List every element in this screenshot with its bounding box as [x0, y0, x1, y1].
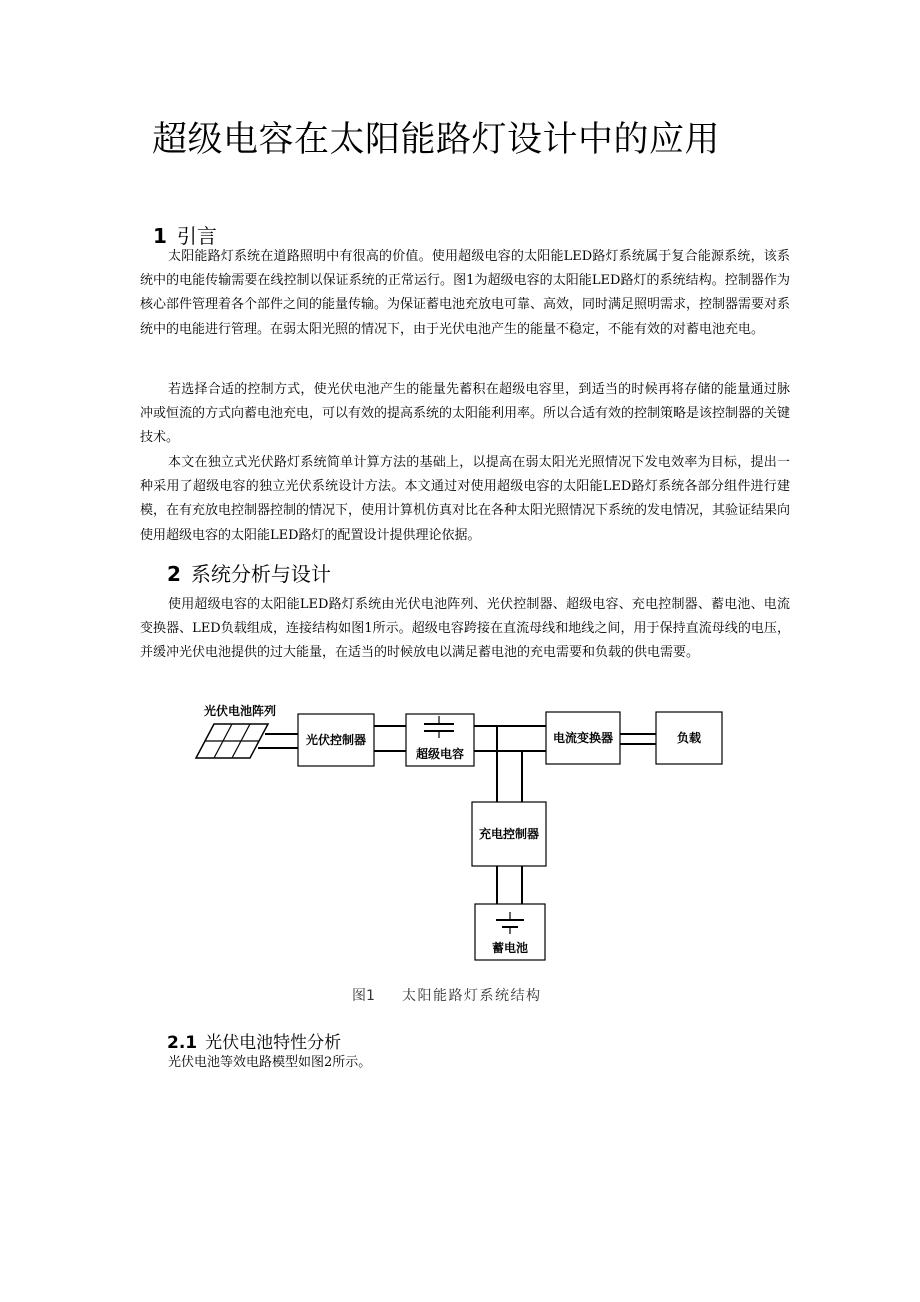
charge-controller-label: 充电控制器 [478, 827, 540, 841]
load-label: 负载 [676, 731, 702, 745]
paragraph: 若选择合适的控制方式，使光伏电池产生的能量先蓄积在超级电容里，到适当的时候再将存储的能量通过脉冲或恒流的方式向蓄电池充电，可以有效的提高系统的太阳能利用率。所以合适有效的控制策略是该控制器的关键技术。 [140, 382, 791, 446]
paragraph: 太阳能路灯系统在道路照明中有很高的价值。使用超级电容的太阳能LED路灯系统属于复合能源系统，该系统中的电能传输需要在线控制以保证系统的正常运行。图1为超级电容的太阳能LED路灯的系统结构。控制器作为核心部件管理着各个部件之间的能量传输。为保证蓄电池充放电可靠、高效，同时满足照明需求，控制器需要对系统中的电能进行管理。在弱太阳光照的情况下，由于光伏电池产生的能量不稳定，不能有效的对蓄电池充电。 [140, 249, 791, 337]
section-title: 光伏电池特性分析 [205, 1033, 342, 1053]
pv-controller-label: 光伏控制器 [305, 733, 367, 747]
section-title: 系统分析与设计 [190, 562, 331, 586]
section-number: 1 [153, 224, 167, 248]
figure-1-diagram [0, 696, 920, 1016]
figure-caption-text: 太阳能路灯系统结构 [402, 988, 542, 1004]
section-heading-2-1 [167, 1028, 341, 1053]
paragraph: 光伏电池等效电路模型如图2所示。 [168, 1055, 372, 1070]
section-title: 引言 [176, 224, 217, 248]
document-title: 超级电容在太阳能路灯设计中的应用 [152, 120, 721, 160]
paragraph: 本文在独立式光伏路灯系统简单计算方法的基础上，以提高在弱太阳光光照情况下发电效率为目标，提出一种采用了超级电容的独立光伏系统设计方法。本文通过对使用超级电容的太阳能LED路灯系统各部分组件进行建模，在有充放电控制器控制的情况下，使用计算机仿真对比在各种太阳光照情况下系统的发电情况，其验证结果向使用超级电容的太阳能LED路灯的配置设计提供理论依据。 [140, 455, 791, 543]
paragraph: 使用超级电容的太阳能LED路灯系统由光伏电池阵列、光伏控制器、超级电容、充电控制器、蓄电池、电流变换器、LED负载组成，连接结构如图1所示。超级电容跨接在直流母线和地线之间，用于保持直流母线的电压，并缓冲光伏电池提供的过大能量，在适当的时候放电以满足蓄电池的充电需要和负载的供电需要。 [140, 597, 790, 661]
supercap-label: 超级电容 [415, 747, 465, 761]
pv-array-label: 光伏电池阵列 [204, 704, 277, 718]
figure-caption-number: 图1 [352, 988, 375, 1004]
battery-label: 蓄电池 [491, 941, 529, 955]
section-number: 2.1 [167, 1033, 198, 1053]
converter-label: 电流变换器 [552, 731, 614, 745]
section-heading-2 [167, 558, 331, 587]
section-number: 2 [167, 562, 181, 586]
